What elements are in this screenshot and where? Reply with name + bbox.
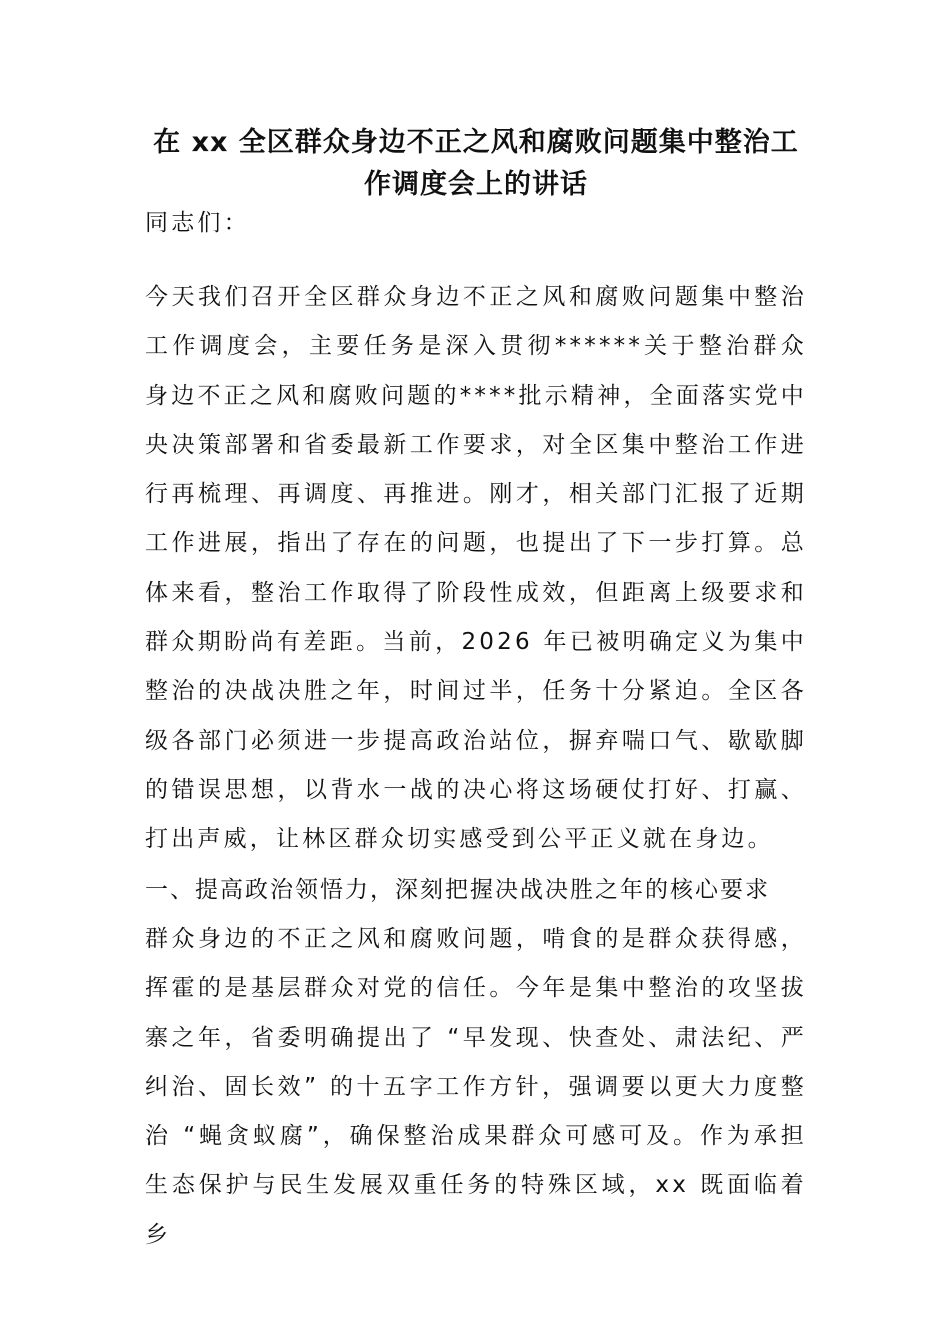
salutation: 同志们： — [145, 210, 250, 236]
section-heading-1: 一、提高政治领悟力，深刻把握决战决胜之年的核心要求 — [145, 877, 770, 903]
paragraph-intro: 今天我们召开全区群众身边不正之风和腐败问题集中整治工作调度会，主要任务是深入贯彻******关于整治群众身边不正之风和腐败问题的****批示精神，全面落实党中央决策部署和省委最新工作要求，对全区集中整治工作进行再梳理、再调度、再推进。刚才，相关部门汇报了近期工作进展，指出了存在的问题，也提出了下一步打算。总体来看，整治工作取得了阶段性成效，但距离上级要求和群众期盼尚有差距。当前，2026 年已被明确定义为集中整治的决战决胜之年，时间过半，任务十分紧迫。全区各级各部门必须进一步提高政治站位，摒弃喘口气、歇歇脚的错误思想，以背水一战的决心将这场硬仗打好、打赢、打出声威，让林区群众切实感受到公平正义就在身边。 — [145, 284, 807, 853]
paragraph-section-1: 群众身边的不正之风和腐败问题，啃食的是群众获得感，挥霍的是基层群众对党的信任。今年是集中整治的攻坚拔寨之年，省委明确提出了 “早发现、快查处、肃法纪、严纠治、固长效” 的十五字工作方针，强调要以更大力度整治 “蝇贪蚁腐”，确保整治成果群众可感可及。作为承担生态保护与民生发展双重任务的特殊区域，xx 既面临着乡 — [145, 926, 807, 1248]
document-title: 在 xx 全区群众身边不正之风和腐败问题集中整治工作调度会上的讲话 — [153, 127, 799, 200]
